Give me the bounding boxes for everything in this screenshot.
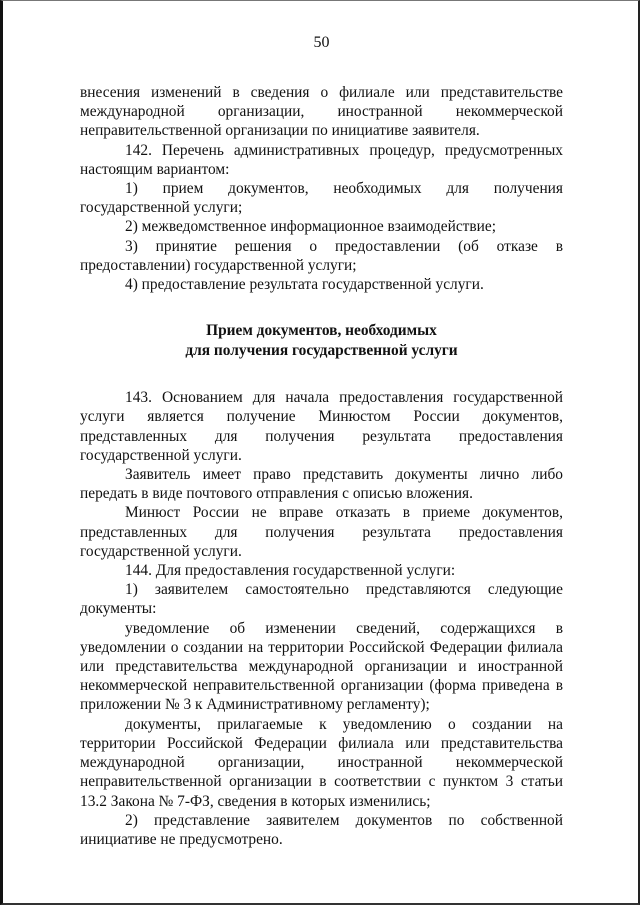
list-item-144-1: 1) заявителем самостоятельно представляются следующие документы: [80,581,563,618]
paragraph-143-no-refusal: Минюст России не вправе отказать в приеме документов, представленных для получения результата предоставления государственной услуги. [80,504,563,560]
paragraph-143-applicant-right: Заявитель имеет право представить документы лично либо передать в виде почтового отправления с описью вложения. [80,466,563,503]
paragraph-144: 144. Для предоставления государственной услуги: [125,562,456,580]
section-heading-line-2: для получения государственной услуги [185,342,458,360]
list-item-142-3: 3) принятие решения о предоставлении (об отказе в предоставлении) государственной услуги; [80,237,563,274]
list-item-144-1-notification: уведомление об изменении сведений, содержащихся в уведомлении о создании на территории Российской Федерации филиала или представительства международной организации и иностранной некоммерческой неправительственной организации (форма приведена в приложении № 3 к Административному регламенту); [80,619,563,714]
list-item-142-1: 1) прием документов, необходимых для получения государственной услуги; [80,180,563,217]
document-body [80,83,563,849]
section-heading [80,321,563,361]
list-item-142-4: 4) предоставление результата государственной услуги. [125,276,484,294]
paragraph-continuation: внесения изменений в сведения о филиале или представительстве международной организации, иностранной некоммерческой неправительственной организации по инициативе заявителя. [80,84,563,140]
section-heading-line-1: Прием документов, необходимых [206,322,437,340]
list-item-142-2: 2) межведомственное информационное взаимодействие; [125,218,496,236]
page-number: 50 [313,34,330,51]
paragraph-143: 143. Основанием для начала предоставления государственной услуги является получение Минюстом России документов, представленных для получения результата предоставления государственной услуги. [80,389,563,464]
list-item-144-1-attached-documents: документы, прилагаемые к уведомлению о создании на территории Российской Федерации филиала или представительства международной организации, иностранной некоммерческой неправительственной организации в соответствии с пунктом 3 статьи 13.2 Закона № 7-ФЗ, сведения в которых изменились; [80,715,563,810]
list-item-144-2: 2) представление заявителем документов по собственной инициативе не предусмотрено. [80,811,563,848]
paragraph-142: 142. Перечень административных процедур, предусмотренных настоящим вариантом: [80,141,563,178]
